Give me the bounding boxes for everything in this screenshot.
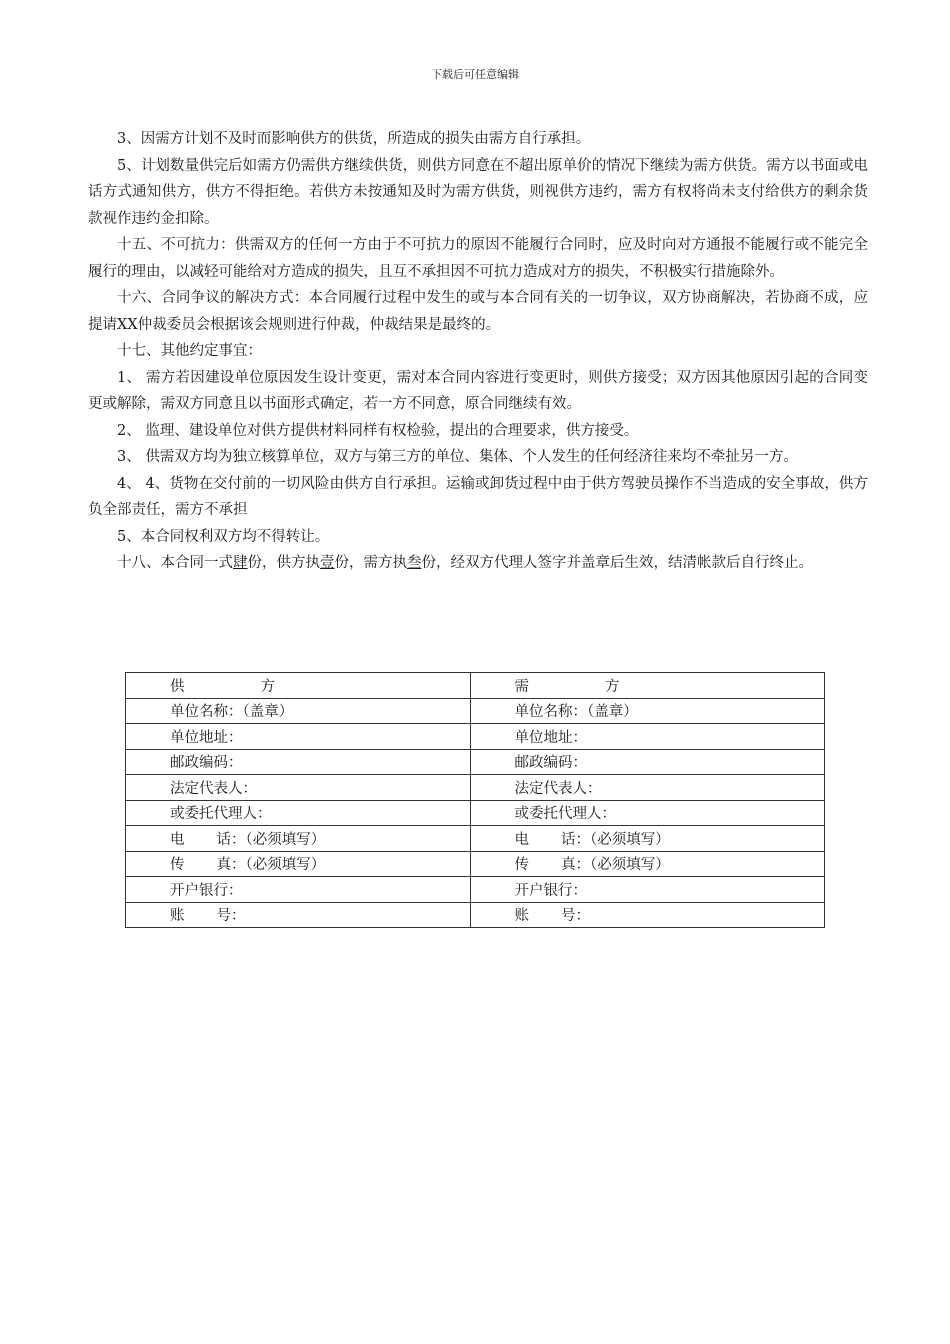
copies-buyer: 叁 bbox=[407, 555, 422, 571]
contract-body bbox=[88, 126, 868, 577]
table-row bbox=[126, 749, 825, 775]
copies-total: 肆 bbox=[233, 555, 248, 571]
supplier-legal-representative: 法定代表人： bbox=[126, 775, 471, 801]
supplier-phone: 电 话：（必须填写） bbox=[126, 826, 471, 852]
copies-supplier: 壹 bbox=[320, 555, 335, 571]
table-row bbox=[126, 851, 825, 877]
page-header: 下载后可任意编辑 bbox=[431, 68, 519, 81]
clause-16-dispute-resolution: 十六、合同争议的解决方式：本合同履行过程中发生的或与本合同有关的一切争议，双方协商解决，若协商不成，应提请XX仲裁委员会根据该会规则进行仲裁，仲裁结果是最终的。 bbox=[88, 290, 868, 333]
table-row bbox=[126, 724, 825, 750]
supplier-fax: 传 真：（必须填写） bbox=[126, 851, 471, 877]
supplier-unit-name: 单位名称：（盖章） bbox=[126, 698, 471, 724]
supplier-postal-code: 邮政编码： bbox=[126, 749, 471, 775]
buyer-fax: 传 真：（必须填写） bbox=[470, 851, 825, 877]
clause-17-heading: 十七、其他约定事宜： bbox=[117, 343, 262, 359]
table-row bbox=[126, 902, 825, 928]
clause-17-item-1: 1、 需方若因建设单位原因发生设计变更，需对本合同内容进行变更时，则供方接受；双方因其他原因引起的合同变更或解除，需双方同意且以书面形式确定，若一方不同意，原合同继续有效。 bbox=[88, 369, 868, 412]
supplier-heading: 供 方 bbox=[126, 673, 471, 699]
supplier-account: 账 号： bbox=[126, 902, 471, 928]
table-row bbox=[126, 698, 825, 724]
table-row bbox=[126, 775, 825, 801]
clause-17-item-3: 3、 供需双方均为独立核算单位，双方与第三方的单位、集体、个人发生的任何经济往来均不牵扯另一方。 bbox=[117, 449, 798, 465]
clause-17-item-2: 2、 监理、建设单位对供方提供材料同样有权检验，提出的合理要求，供方接受。 bbox=[117, 422, 639, 439]
supplier-unit-address: 单位地址： bbox=[126, 724, 471, 750]
buyer-postal-code: 邮政编码： bbox=[470, 749, 825, 775]
buyer-bank: 开户银行： bbox=[470, 877, 825, 903]
clause-17-item-5: 5、本合同权利双方均不得转让。 bbox=[117, 528, 330, 545]
clause-15-force-majeure: 十五、不可抗力：供需双方的任何一方由于不可抗力的原因不能履行合同时，应及时向对方通报不能履行或不能完全履行的理由，以减轻可能给对方造成的损失，且互不承担因不可抗力造成对方的损失，不积极实行措施除外。 bbox=[88, 237, 868, 280]
supplier-bank: 开户银行： bbox=[126, 877, 471, 903]
buyer-legal-representative: 法定代表人： bbox=[470, 775, 825, 801]
buyer-authorized-agent: 或委托代理人： bbox=[470, 800, 825, 826]
buyer-heading: 需 方 bbox=[470, 673, 825, 699]
supplier-authorized-agent: 或委托代理人： bbox=[126, 800, 471, 826]
buyer-unit-name: 单位名称：（盖章） bbox=[470, 698, 825, 724]
table-row bbox=[126, 800, 825, 826]
table-row bbox=[126, 673, 825, 699]
table-row bbox=[126, 877, 825, 903]
buyer-unit-address: 单位地址： bbox=[470, 724, 825, 750]
table-row bbox=[126, 826, 825, 852]
clause-18-copies: 十八、本合同一式肆份，供方执壹份，需方执叁份，经双方代理人签字并盖章后生效，结清帐款后自行终止。 bbox=[117, 555, 813, 571]
buyer-phone: 电 话：（必须填写） bbox=[470, 826, 825, 852]
signature-table bbox=[125, 672, 825, 928]
clause-3-demand-plan: 3、因需方计划不及时而影响供方的供货，所造成的损失由需方自行承担。 bbox=[117, 131, 591, 147]
clause-17-item-4: 4、 4、货物在交付前的一切风险由供方自行承担。运输或卸货过程中由于供方驾驶员操作不当造成的安全事故，供方负全部责任，需方不承担 bbox=[88, 475, 868, 518]
clause-5-continued-supply: 5、计划数量供完后如需方仍需供方继续供货，则供方同意在不超出原单价的情况下继续为需方供货。需方以书面或电话方式通知供方，供方不得拒绝。若供方未按通知及时为需方供货，则视供方违约，需方有权将尚未支付给供方的剩余货款视作违约金扣除。 bbox=[88, 157, 868, 227]
buyer-account: 账 号： bbox=[470, 902, 825, 928]
